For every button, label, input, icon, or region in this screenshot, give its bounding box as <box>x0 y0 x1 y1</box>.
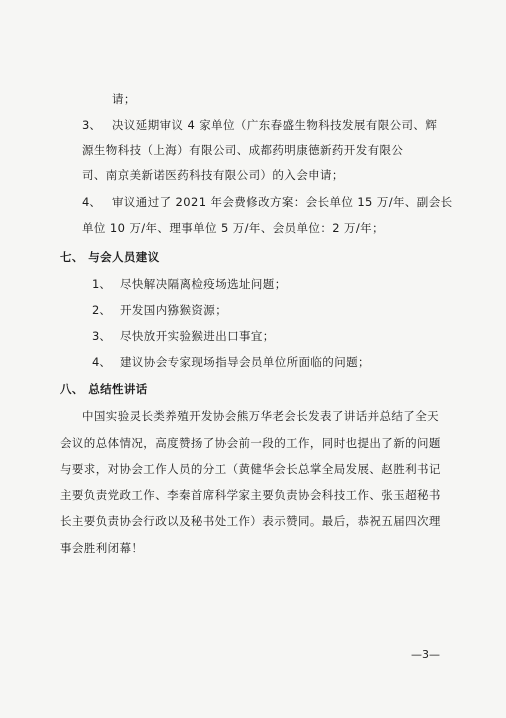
page-number: —3— <box>411 648 440 661</box>
item-4-number: 4、 <box>82 195 101 209</box>
section-7-heading: 七、 与会人员建议 <box>60 250 160 264</box>
suggestion-1-number: 1、 <box>92 277 111 291</box>
item-3-number: 3、 <box>82 118 101 132</box>
summary-line-2: 会议的总体情况，高度赞扬了协会前一段的工作，同时也提出了新的问题 <box>60 436 441 450</box>
item-3-line-1: 决议延期审议 4 家单位（广东春盛生物科技发展有限公司、辉 <box>112 118 438 132</box>
item-3-line-3: 司、南京美新诺医药科技有限公司）的入会申请； <box>82 168 344 182</box>
suggestion-3-text: 尽快放开实验猴进出口事宜； <box>120 329 275 343</box>
summary-line-3: 与要求，对协会工作人员的分工（黄健华会长总掌全局发展、赵胜利书记 <box>60 462 441 476</box>
item-4-line-1: 审议通过了 2021 年会费修改方案：会长单位 15 万/年、副会长 <box>112 195 453 209</box>
item-4-line-2: 单位 10 万/年、理事单位 5 万/年、会员单位：2 万/年； <box>82 221 384 235</box>
suggestion-4-number: 4、 <box>92 355 111 369</box>
suggestion-2-number: 2、 <box>92 303 111 317</box>
suggestion-3-number: 3、 <box>92 329 111 343</box>
item-3-line-2: 源生物科技（上海）有限公司、成都药明康德新药开发有限公 <box>82 143 404 157</box>
summary-line-6: 事会胜利闭幕！ <box>60 541 144 555</box>
suggestion-2-text: 开发国内猕猴资源； <box>120 303 228 317</box>
section-8-heading: 八、 总结性讲话 <box>60 382 148 396</box>
continued-text: 请； <box>112 92 136 106</box>
suggestion-1-text: 尽快解决隔离检疫场选址问题； <box>120 277 287 291</box>
summary-line-4: 主要负责党政工作、李秦首席科学家主要负责协会科技工作、张玉超秘书 <box>60 488 441 502</box>
summary-line-5: 长主要负责协会行政以及秘书处工作）表示赞同。最后，恭祝五届四次理 <box>60 514 441 528</box>
summary-line-1: 中国实验灵长类养殖开发协会熊万华老会长发表了讲话并总结了全天 <box>82 409 439 423</box>
suggestion-4-text: 建议协会专家现场指导会员单位所面临的问题； <box>120 355 370 369</box>
